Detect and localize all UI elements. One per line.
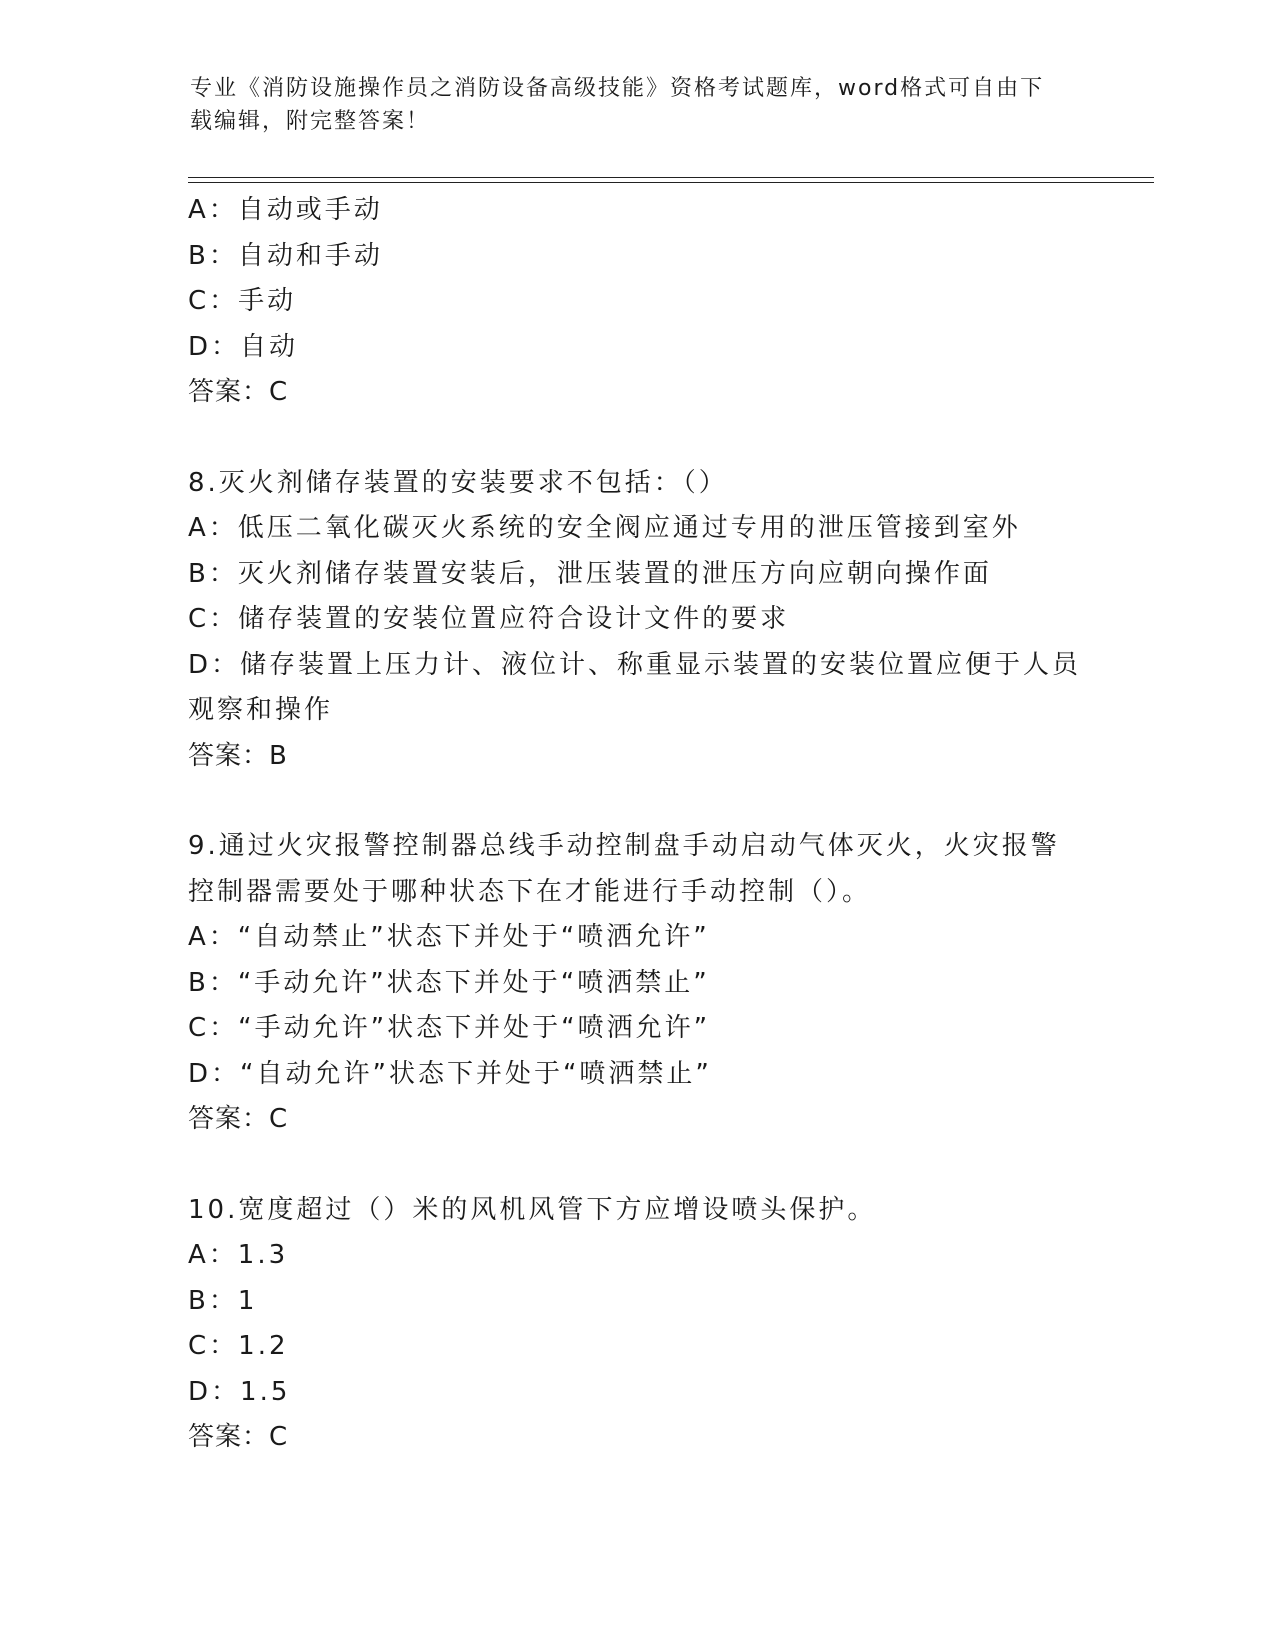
- question-list: [188, 188, 1088, 1461]
- q10-option-b: B：1: [188, 1285, 258, 1316]
- document-header: [190, 72, 1090, 138]
- q7-answer: 答案：C: [188, 377, 289, 407]
- q8-option-a: A：低压二氧化碳灭火系统的安全阀应通过专用的泄压管接到室外: [188, 513, 1021, 543]
- q10-option-a: A：1.3: [188, 1240, 289, 1270]
- q8-option-b: B：灭火剂储存装置安装后，泄压装置的泄压方向应朝向操作面: [188, 558, 992, 589]
- q10-option-c: C：1.2: [188, 1331, 289, 1361]
- header-rule-top: [188, 177, 1154, 178]
- q8-option-c: C：储存装置的安装位置应符合设计文件的要求: [188, 604, 790, 634]
- q9-question-line-1: 9.通过火灾报警控制器总线手动控制盘手动启动气体灭火，火灾报警: [188, 831, 1060, 861]
- question-9-block: [188, 824, 1088, 1143]
- q9-option-b: B：“手动允许”状态下并处于“喷洒禁止”: [188, 967, 710, 998]
- question-7-block: [188, 188, 1088, 416]
- q8-answer: 答案：B: [188, 740, 288, 771]
- q9-answer: 答案：C: [188, 1104, 289, 1134]
- question-8-block: [188, 461, 1088, 780]
- q9-option-a: A：“自动禁止”状态下并处于“喷洒允许”: [188, 922, 710, 952]
- header-line-1: 专业《消防设施操作员之消防设备高级技能》资格考试题库，word格式可自由下: [190, 76, 1045, 101]
- q8-option-d-line-2: 观察和操作: [188, 695, 334, 725]
- q9-option-c: C：“手动允许”状态下并处于“喷洒允许”: [188, 1013, 711, 1043]
- q9-question-line-2: 控制器需要处于哪种状态下在才能进行手动控制（）。: [188, 876, 872, 907]
- q7-option-d: D：自动: [188, 331, 299, 362]
- q10-question: 10.宽度超过（）米的风机风管下方应增设喷头保护。: [188, 1194, 877, 1225]
- q7-option-b: B：自动和手动: [188, 240, 383, 271]
- header-rule-bottom: [188, 182, 1154, 183]
- q8-question: 8.灭火剂储存装置的安装要求不包括：（）: [188, 467, 728, 498]
- q10-option-d: D：1.5: [188, 1376, 291, 1407]
- question-10-block: [188, 1188, 1088, 1461]
- q10-answer: 答案：C: [188, 1422, 289, 1452]
- q7-option-c: C：手动: [188, 286, 297, 316]
- q9-option-d: D：“自动允许”状态下并处于“喷洒禁止”: [188, 1058, 712, 1089]
- q7-option-a: A：自动或手动: [188, 195, 383, 225]
- header-line-2: 载编辑，附完整答案！: [190, 109, 431, 134]
- q8-option-d-line-1: D：储存装置上压力计、液位计、称重显示装置的安装位置应便于人员: [188, 649, 1082, 680]
